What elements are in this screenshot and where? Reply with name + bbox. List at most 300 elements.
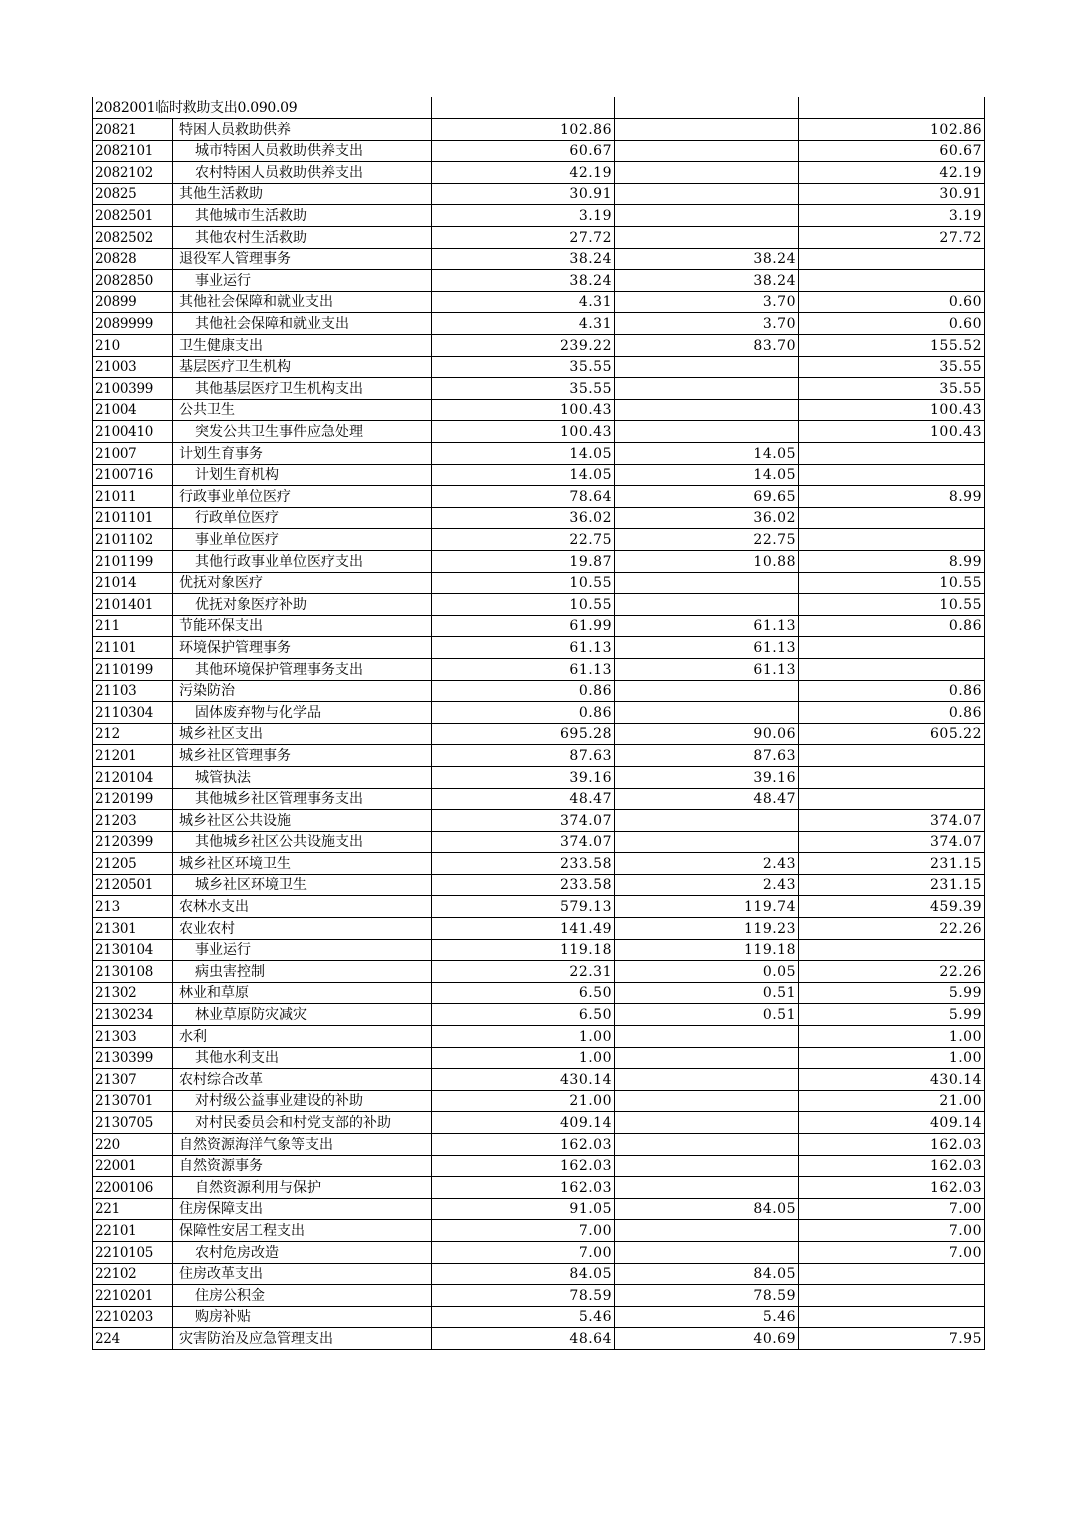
- subject-name-text: 对村民委员会和村党支部的补助: [195, 1115, 391, 1131]
- total-cell: 0.86: [432, 702, 615, 724]
- table-row: [93, 270, 985, 292]
- project-cell: 7.00: [799, 1198, 985, 1220]
- project-cell: 155.52: [799, 335, 985, 357]
- project-cell: 10.55: [799, 594, 985, 616]
- project-cell: [799, 1285, 985, 1307]
- table-row: [93, 1306, 985, 1328]
- subject-code-cell: 21201: [93, 745, 173, 767]
- subject-code-cell: 2200106: [93, 1177, 173, 1199]
- project-cell: [799, 270, 985, 292]
- project-cell: [799, 248, 985, 270]
- table-row: [93, 1155, 985, 1177]
- subject-name-cell: [173, 615, 432, 637]
- total-cell: 38.24: [432, 248, 615, 270]
- total-cell: 100.43: [432, 421, 615, 443]
- project-cell: 3.19: [799, 205, 985, 227]
- project-cell: 409.14: [799, 1112, 985, 1134]
- subject-name-cell: [173, 183, 432, 205]
- subject-name-text: 计划生育事务: [179, 445, 263, 462]
- table-row: [93, 335, 985, 357]
- subject-code-cell: 221: [93, 1198, 173, 1220]
- project-cell: [799, 1263, 985, 1285]
- table-row: [93, 810, 985, 832]
- basic-cell: [615, 702, 799, 724]
- project-cell: 22.26: [799, 961, 985, 983]
- total-cell: 22.31: [432, 961, 615, 983]
- subject-code-cell: 2100410: [93, 421, 173, 443]
- subject-name-text: 农村危房改造: [195, 1244, 279, 1261]
- table-row: [93, 227, 985, 249]
- basic-cell: 39.16: [615, 766, 799, 788]
- project-cell: 374.07: [799, 831, 985, 853]
- subject-name-text: 自然资源海洋气象等支出: [179, 1136, 333, 1153]
- subject-code-cell: 21004: [93, 399, 173, 421]
- subject-name-text: 污染防治: [179, 683, 235, 700]
- subject-code-cell: 220: [93, 1134, 173, 1156]
- subject-name-cell: [173, 1047, 432, 1069]
- basic-cell: 119.23: [615, 918, 799, 940]
- subject-name-text: 城乡社区环境卫生: [195, 877, 307, 894]
- subject-name-cell: [173, 529, 432, 551]
- subject-name-text: 公共卫生: [179, 402, 235, 419]
- subject-name-cell: [173, 1241, 432, 1263]
- subject-name-cell: [173, 918, 432, 940]
- subject-code-cell: 2120104: [93, 766, 173, 788]
- subject-name-text: 病虫害控制: [195, 963, 265, 980]
- basic-cell: 48.47: [615, 788, 799, 810]
- subject-name-cell: [173, 1090, 432, 1112]
- basic-cell: 22.75: [615, 529, 799, 551]
- project-cell: 22.26: [799, 918, 985, 940]
- table-row: [93, 853, 985, 875]
- project-cell: 374.07: [799, 810, 985, 832]
- subject-name-cell: [173, 982, 432, 1004]
- subject-name-text: 城乡社区管理事务: [179, 747, 291, 764]
- total-cell: 119.18: [432, 939, 615, 961]
- total-cell: 1.00: [432, 1047, 615, 1069]
- subject-name-text: 事业运行: [195, 942, 251, 959]
- project-cell: 100.43: [799, 421, 985, 443]
- basic-cell: [615, 227, 799, 249]
- basic-cell: 119.18: [615, 939, 799, 961]
- subject-name-text: 林业草原防灾减灾: [195, 1007, 307, 1024]
- project-cell: 100.43: [799, 399, 985, 421]
- subject-code-cell: 2089999: [93, 313, 173, 335]
- table-row: [93, 680, 985, 702]
- subject-code-cell: 21003: [93, 356, 173, 378]
- total-cell: 0.86: [432, 680, 615, 702]
- project-cell: [799, 464, 985, 486]
- total-cell: 6.50: [432, 982, 615, 1004]
- subject-name-cell: [173, 1177, 432, 1199]
- subject-name-cell: [173, 227, 432, 249]
- subject-name-cell: [173, 162, 432, 184]
- basic-cell: 38.24: [615, 248, 799, 270]
- total-cell: 162.03: [432, 1177, 615, 1199]
- basic-cell: 83.70: [615, 335, 799, 357]
- project-cell: 7.00: [799, 1241, 985, 1263]
- basic-cell: [615, 205, 799, 227]
- subject-name-cell: [173, 810, 432, 832]
- subject-code-cell: 2210201: [93, 1285, 173, 1307]
- subject-code-cell: 2120199: [93, 788, 173, 810]
- total-cell: 7.00: [432, 1220, 615, 1242]
- table-row: [93, 399, 985, 421]
- table-row: [93, 788, 985, 810]
- table-row: [93, 874, 985, 896]
- subject-name-text: 其他生活救助: [179, 186, 263, 203]
- total-cell: 10.55: [432, 594, 615, 616]
- subject-name-cell: [173, 1155, 432, 1177]
- basic-cell: 78.59: [615, 1285, 799, 1307]
- total-cell: 3.19: [432, 205, 615, 227]
- total-cell: 22.75: [432, 529, 615, 551]
- basic-cell: 87.63: [615, 745, 799, 767]
- basic-cell: 90.06: [615, 723, 799, 745]
- subject-name-text: 其他城市生活救助: [195, 208, 307, 225]
- total-cell: 30.91: [432, 183, 615, 205]
- subject-name-cell: [173, 507, 432, 529]
- subject-name-text: 行政事业单位医疗: [179, 488, 291, 505]
- subject-code-cell: 213: [93, 896, 173, 918]
- subject-name-text: 城乡社区公共设施: [179, 812, 291, 829]
- project-cell: 162.03: [799, 1177, 985, 1199]
- subject-name-text: 灾害防治及应急管理支出: [179, 1330, 333, 1347]
- table-row: [93, 550, 985, 572]
- basic-cell: [615, 1026, 799, 1048]
- subject-name-text: 事业运行: [195, 272, 251, 289]
- subject-code-cell: 224: [93, 1328, 173, 1350]
- project-cell: 35.55: [799, 378, 985, 400]
- project-cell: 102.86: [799, 119, 985, 141]
- total-cell: 61.13: [432, 637, 615, 659]
- basic-cell: 61.13: [615, 658, 799, 680]
- subject-name-cell: [173, 658, 432, 680]
- table-row: [93, 183, 985, 205]
- subject-name-text: 城乡社区支出: [179, 726, 263, 743]
- project-cell: 0.60: [799, 291, 985, 313]
- total-cell: 239.22: [432, 335, 615, 357]
- project-cell: 231.15: [799, 853, 985, 875]
- total-cell: [432, 97, 615, 119]
- table-row: [93, 939, 985, 961]
- subject-code-cell: 21007: [93, 443, 173, 465]
- project-cell: 42.19: [799, 162, 985, 184]
- subject-name-cell: [173, 1069, 432, 1091]
- total-cell: 87.63: [432, 745, 615, 767]
- project-cell: [799, 97, 985, 119]
- table-row: [93, 637, 985, 659]
- subject-name-cell: [173, 270, 432, 292]
- project-cell: 0.86: [799, 702, 985, 724]
- subject-name-cell: [173, 443, 432, 465]
- subject-code-cell: 21205: [93, 853, 173, 875]
- subject-name-text: 其他基层医疗卫生机构支出: [195, 380, 363, 397]
- total-cell: 84.05: [432, 1263, 615, 1285]
- project-cell: 231.15: [799, 874, 985, 896]
- basic-cell: 36.02: [615, 507, 799, 529]
- subject-name-cell: [173, 1285, 432, 1307]
- subject-code-cell: 2120501: [93, 874, 173, 896]
- basic-cell: [615, 378, 799, 400]
- subject-name-text: 特困人员救助供养: [179, 121, 291, 138]
- subject-code-cell: 2130108: [93, 961, 173, 983]
- subject-name-cell: [173, 550, 432, 572]
- table-row: [93, 1198, 985, 1220]
- subject-name-text: 卫生健康支出: [179, 337, 263, 354]
- total-cell: 162.03: [432, 1155, 615, 1177]
- table-row: [93, 378, 985, 400]
- total-cell: 6.50: [432, 1004, 615, 1026]
- table-row: [93, 486, 985, 508]
- subject-code-cell: 20821: [93, 119, 173, 141]
- project-cell: 430.14: [799, 1069, 985, 1091]
- subject-code-cell: 21303: [93, 1026, 173, 1048]
- subject-name-cell: [173, 874, 432, 896]
- table-row: [93, 1241, 985, 1263]
- total-cell: 27.72: [432, 227, 615, 249]
- subject-name-text: 其他水利支出: [195, 1050, 279, 1067]
- basic-cell: [615, 810, 799, 832]
- total-cell: 7.00: [432, 1241, 615, 1263]
- subject-name-cell: [173, 140, 432, 162]
- table-row: [93, 507, 985, 529]
- table-row: [93, 572, 985, 594]
- project-cell: 5.99: [799, 982, 985, 1004]
- project-cell: 5.99: [799, 1004, 985, 1026]
- subject-name-text: 住房保障支出: [179, 1201, 263, 1218]
- subject-name-text: 水利: [179, 1028, 207, 1045]
- subject-code-cell: 22001: [93, 1155, 173, 1177]
- subject-name-text: 保障性安居工程支出: [179, 1222, 305, 1239]
- basic-cell: [615, 421, 799, 443]
- table-row: [93, 831, 985, 853]
- total-cell: 48.47: [432, 788, 615, 810]
- subject-name-text: 退役军人管理事务: [179, 251, 291, 268]
- subject-name-cell: [173, 1134, 432, 1156]
- subject-name-text: 农业农村: [179, 920, 235, 937]
- table-row: [93, 615, 985, 637]
- subject-name-cell: [173, 119, 432, 141]
- table-row: [93, 1047, 985, 1069]
- project-cell: [799, 507, 985, 529]
- basic-cell: 119.74: [615, 896, 799, 918]
- basic-cell: 14.05: [615, 443, 799, 465]
- table-row: [93, 162, 985, 184]
- subject-code-cell: 2130234: [93, 1004, 173, 1026]
- basic-cell: [615, 399, 799, 421]
- basic-cell: [615, 1241, 799, 1263]
- basic-cell: [615, 1090, 799, 1112]
- total-cell: 695.28: [432, 723, 615, 745]
- subject-code-cell: 21203: [93, 810, 173, 832]
- subject-name-text: 农村综合改革: [179, 1071, 263, 1088]
- total-cell: 35.55: [432, 378, 615, 400]
- subject-name-cell: [173, 723, 432, 745]
- basic-cell: [615, 1155, 799, 1177]
- table-row: [93, 1285, 985, 1307]
- basic-cell: 0.51: [615, 982, 799, 1004]
- subject-name-text: 其他社会保障和就业支出: [179, 294, 333, 311]
- project-cell: 0.86: [799, 615, 985, 637]
- project-cell: [799, 788, 985, 810]
- subject-code-cell: 2130701: [93, 1090, 173, 1112]
- subject-name-text: 行政单位医疗: [195, 510, 279, 527]
- subject-name-cell: [173, 486, 432, 508]
- subject-name-cell: [173, 702, 432, 724]
- table-row: [93, 1090, 985, 1112]
- total-cell: 42.19: [432, 162, 615, 184]
- project-cell: [799, 658, 985, 680]
- table-row: [93, 745, 985, 767]
- total-cell: 10.55: [432, 572, 615, 594]
- total-cell: 61.13: [432, 658, 615, 680]
- project-cell: 605.22: [799, 723, 985, 745]
- basic-cell: 61.13: [615, 615, 799, 637]
- subject-name-cell: [173, 961, 432, 983]
- basic-cell: 84.05: [615, 1263, 799, 1285]
- total-cell: 39.16: [432, 766, 615, 788]
- table-row: [93, 1220, 985, 1242]
- subject-name-cell: [173, 399, 432, 421]
- basic-cell: 84.05: [615, 1198, 799, 1220]
- table-row: [93, 1177, 985, 1199]
- project-cell: 0.86: [799, 680, 985, 702]
- table-row-first: [93, 97, 985, 119]
- table-row: [93, 1112, 985, 1134]
- total-cell: 14.05: [432, 443, 615, 465]
- total-cell: 1.00: [432, 1026, 615, 1048]
- basic-cell: [615, 1069, 799, 1091]
- project-cell: [799, 443, 985, 465]
- total-cell: 60.67: [432, 140, 615, 162]
- project-cell: 0.60: [799, 313, 985, 335]
- subject-name-cell: [173, 291, 432, 313]
- project-cell: 8.99: [799, 486, 985, 508]
- subject-name-cell: [173, 205, 432, 227]
- basic-cell: [615, 162, 799, 184]
- first-row-overflow-text: 2082001临时救助支出0.090.09: [93, 97, 432, 119]
- subject-code-cell: 2082850: [93, 270, 173, 292]
- basic-cell: 2.43: [615, 874, 799, 896]
- table-row: [93, 982, 985, 1004]
- total-cell: 78.59: [432, 1285, 615, 1307]
- total-cell: 38.24: [432, 270, 615, 292]
- total-cell: 233.58: [432, 853, 615, 875]
- subject-code-cell: 2101199: [93, 550, 173, 572]
- table-row: [93, 766, 985, 788]
- basic-cell: [615, 356, 799, 378]
- subject-name-text: 购房补贴: [195, 1309, 251, 1326]
- subject-name-text: 基层医疗卫生机构: [179, 359, 291, 376]
- basic-cell: [615, 1134, 799, 1156]
- total-cell: 162.03: [432, 1134, 615, 1156]
- project-cell: 7.95: [799, 1328, 985, 1350]
- subject-code-cell: 21301: [93, 918, 173, 940]
- total-cell: 4.31: [432, 291, 615, 313]
- subject-name-cell: [173, 1263, 432, 1285]
- subject-name-cell: [173, 745, 432, 767]
- project-cell: [799, 766, 985, 788]
- subject-code-cell: 2101401: [93, 594, 173, 616]
- table-row: [93, 464, 985, 486]
- subject-name-text: 对村级公益事业建设的补助: [195, 1093, 363, 1110]
- total-cell: 19.87: [432, 550, 615, 572]
- basic-cell: 40.69: [615, 1328, 799, 1350]
- basic-cell: 14.05: [615, 464, 799, 486]
- subject-code-cell: 21011: [93, 486, 173, 508]
- subject-name-text: 计划生育机构: [195, 467, 279, 484]
- project-cell: 459.39: [799, 896, 985, 918]
- project-cell: [799, 529, 985, 551]
- subject-name-cell: [173, 1306, 432, 1328]
- table-row: [93, 1134, 985, 1156]
- subject-name-cell: [173, 335, 432, 357]
- subject-name-text: 林业和草原: [179, 985, 249, 1002]
- subject-code-cell: 2110304: [93, 702, 173, 724]
- subject-name-text: 其他城乡社区管理事务支出: [195, 791, 363, 808]
- total-cell: 374.07: [432, 831, 615, 853]
- table-row: [93, 1328, 985, 1350]
- table-row: [93, 594, 985, 616]
- subject-name-cell: [173, 1026, 432, 1048]
- subject-code-cell: 2130399: [93, 1047, 173, 1069]
- subject-name-cell: [173, 1112, 432, 1134]
- subject-name-text: 城乡社区环境卫生: [179, 855, 291, 872]
- basic-cell: [615, 97, 799, 119]
- project-cell: [799, 745, 985, 767]
- project-cell: [799, 1306, 985, 1328]
- subject-code-cell: 2101101: [93, 507, 173, 529]
- project-cell: 162.03: [799, 1155, 985, 1177]
- basic-cell: [615, 680, 799, 702]
- subject-code-cell: 2130104: [93, 939, 173, 961]
- subject-name-cell: [173, 939, 432, 961]
- total-cell: 430.14: [432, 1069, 615, 1091]
- project-cell: 30.91: [799, 183, 985, 205]
- table-row: [93, 313, 985, 335]
- subject-code-cell: 21307: [93, 1069, 173, 1091]
- subject-name-cell: [173, 831, 432, 853]
- basic-cell: [615, 594, 799, 616]
- total-cell: 36.02: [432, 507, 615, 529]
- basic-cell: [615, 140, 799, 162]
- subject-name-cell: [173, 1198, 432, 1220]
- subject-name-cell: [173, 572, 432, 594]
- table-row: [93, 119, 985, 141]
- subject-name-text: 其他农村生活救助: [195, 229, 307, 246]
- subject-name-cell: [173, 1004, 432, 1026]
- table-row: [93, 1263, 985, 1285]
- total-cell: 409.14: [432, 1112, 615, 1134]
- table-row: [93, 1004, 985, 1026]
- basic-cell: [615, 831, 799, 853]
- subject-name-text: 自然资源事务: [179, 1158, 263, 1175]
- basic-cell: [615, 1047, 799, 1069]
- project-cell: 60.67: [799, 140, 985, 162]
- subject-name-text: 节能环保支出: [179, 618, 263, 635]
- table-row: [93, 529, 985, 551]
- basic-cell: 61.13: [615, 637, 799, 659]
- table-body: [93, 97, 985, 1349]
- subject-code-cell: 2082502: [93, 227, 173, 249]
- table-row: [93, 356, 985, 378]
- total-cell: 102.86: [432, 119, 615, 141]
- subject-code-cell: 20828: [93, 248, 173, 270]
- project-cell: 8.99: [799, 550, 985, 572]
- subject-name-text: 其他城乡社区公共设施支出: [195, 834, 363, 851]
- project-cell: [799, 637, 985, 659]
